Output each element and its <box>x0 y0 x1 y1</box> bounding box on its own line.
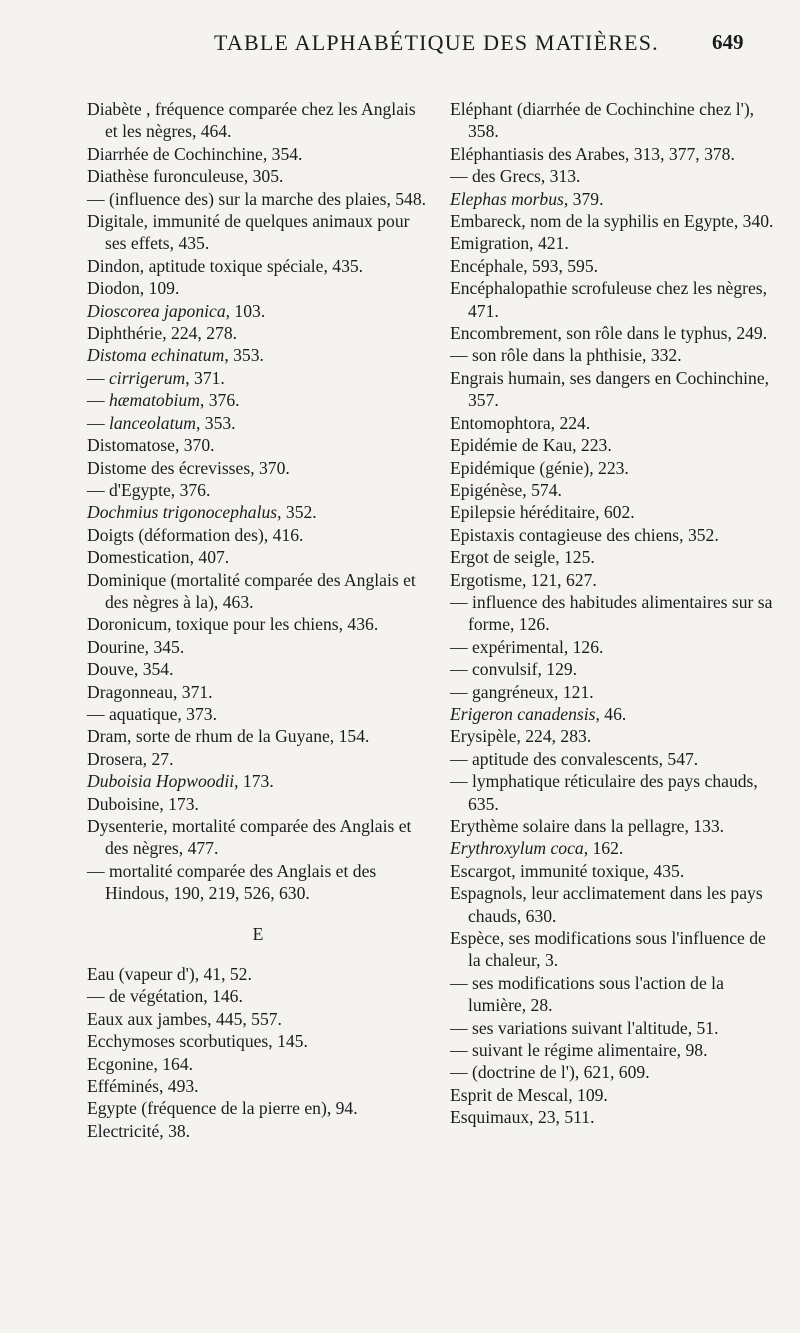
index-entry: — de végétation, 146. <box>87 986 243 1007</box>
left-entries-after <box>87 963 429 1142</box>
index-entry: Duboisine, 173. <box>87 793 199 814</box>
index-entry: — lanceolatum, 353. <box>87 412 236 433</box>
index-entry: Dysenterie, mortalité comparée des Anglais et des nègres, 477. <box>87 816 412 859</box>
index-entry: Ecgonine, 164. <box>87 1053 194 1074</box>
index-entry: Ecchymoses scorbutiques, 145. <box>87 1031 308 1052</box>
index-entry: Embareck, nom de la syphilis en Egypte, 340. <box>450 211 774 232</box>
index-entry: Esprit de Mescal, 109. <box>450 1084 608 1105</box>
running-title: TABLE ALPHABÉTIQUE DES MATIÈRES. <box>214 30 659 55</box>
index-entry: — convulsif, 129. <box>450 659 578 680</box>
index-entry: — ses variations suivant l'altitude, 51. <box>450 1017 719 1038</box>
index-entry: — mortalité comparée des Anglais et des Hindous, 190, 219, 526, 630. <box>87 860 377 904</box>
index-entry: Duboisia Hopwoodii, 173. <box>87 771 274 792</box>
index-entry: Eléphant (diarrhée de Cochinchine chez l'), 358. <box>450 99 755 142</box>
index-entry: Dragonneau, 371. <box>87 681 213 702</box>
index-entry: Escargot, immunité toxique, 435. <box>450 860 685 881</box>
index-entry: Epidémie de Kau, 223. <box>450 435 612 456</box>
index-entry: Ergot de seigle, 125. <box>450 547 595 568</box>
index-entry: Drosera, 27. <box>87 748 174 769</box>
index-entry: — gangréneux, 121. <box>450 681 594 702</box>
left-entries-before <box>87 98 429 905</box>
index-entry: Espèce, ses modifications sous l'influence de la chaleur, 3. <box>450 928 766 971</box>
index-entry: — cirrigerum, 371. <box>87 367 225 388</box>
index-entry: Epidémique (génie), 223. <box>450 457 629 478</box>
index-entry: — influence des habitudes alimentaires sur sa forme, 126. <box>450 591 773 635</box>
page-number: 649 <box>712 30 744 54</box>
index-entry: Dourine, 345. <box>87 636 185 657</box>
index-entry: — expérimental, 126. <box>450 636 604 657</box>
index-entry: Diathèse furonculeuse, 305. <box>87 166 284 187</box>
right-column <box>450 98 780 1129</box>
index-entry: Diphthérie, 224, 278. <box>87 323 238 344</box>
index-entry: Espagnols, leur acclimatement dans les pays chauds, 630. <box>450 883 763 926</box>
index-entry: Erythème solaire dans la pellagre, 133. <box>450 816 725 836</box>
index-entry: Doigts (déformation des), 416. <box>87 524 304 545</box>
index-entry: Epilepsie héréditaire, 602. <box>450 502 635 523</box>
index-entry: Entomophtora, 224. <box>450 412 591 433</box>
index-entry: Eléphantiasis des Arabes, 313, 377, 378. <box>450 143 735 164</box>
right-entries <box>450 98 780 1129</box>
index-entry: Doronicum, toxique pour les chiens, 436. <box>87 614 379 635</box>
index-entry: Epigénèse, 574. <box>450 479 562 500</box>
index-entry: — des Grecs, 313. <box>450 166 581 187</box>
index-entry: — d'Egypte, 376. <box>87 479 211 500</box>
index-entry: Engrais humain, ses dangers en Cochinchine, 357. <box>450 367 770 411</box>
index-entry: — aquatique, 373. <box>87 703 217 724</box>
index-entry: Egypte (fréquence de la pierre en), 94. <box>87 1098 358 1119</box>
index-entry: — suivant le régime alimentaire, 98. <box>450 1040 708 1061</box>
section-letter: E <box>252 923 264 944</box>
index-entry: Distome des écrevisses, 370. <box>87 457 290 478</box>
index-entry: Dominique (mortalité comparée des Anglais et des nègres à la), 463. <box>87 569 416 612</box>
index-entry: Electricité, 38. <box>87 1120 191 1141</box>
index-entry: Encéphale, 593, 595. <box>450 255 599 276</box>
index-entry: Eau (vapeur d'), 41, 52. <box>87 964 252 985</box>
index-entry: — son rôle dans la phthisie, 332. <box>450 345 682 366</box>
index-entry: — (doctrine de l'), 621, 609. <box>450 1062 650 1083</box>
index-entry: Elephas morbus, 379. <box>450 188 604 209</box>
page-header <box>0 30 800 64</box>
index-entry: Ergotisme, 121, 627. <box>450 569 597 590</box>
index-entry: Dochmius trigonocephalus, 352. <box>87 502 317 523</box>
index-entry: Distomatose, 370. <box>87 435 215 456</box>
index-entry: Dram, sorte de rhum de la Guyane, 154. <box>87 726 370 747</box>
index-entry: — ses modifications sous l'action de la lumière, 28. <box>450 972 724 1016</box>
index-entry: Diodon, 109. <box>87 278 180 299</box>
index-entry: Diarrhée de Cochinchine, 354. <box>87 143 303 164</box>
index-entry: Encéphalopathie scrofuleuse chez les nègres, 471. <box>450 278 768 321</box>
index-entry: Emigration, 421. <box>450 233 569 254</box>
index-entry: — hæmatobium, 376. <box>87 390 240 411</box>
index-entry: Eaux aux jambes, 445, 557. <box>87 1008 282 1029</box>
index-entry: Douve, 354. <box>87 659 174 680</box>
index-entry: Erysipèle, 224, 283. <box>450 726 592 747</box>
index-entry: Efféminés, 493. <box>87 1076 199 1097</box>
index-entry: Dioscorea japonica, 103. <box>87 300 266 321</box>
index-entry: Encombrement, son rôle dans le typhus, 249. <box>450 323 768 344</box>
index-entry: Distoma echinatum, 353. <box>87 345 264 366</box>
index-entry: Erigeron canadensis, 46. <box>450 703 627 724</box>
left-column <box>87 98 429 1142</box>
index-entry: Epistaxis contagieuse des chiens, 352. <box>450 524 719 545</box>
index-entry: Digitale, immunité de quelques animaux pour ses effets, 435. <box>87 211 410 254</box>
index-entry: Esquimaux, 23, 511. <box>450 1107 595 1128</box>
index-entry: — lymphatique réticulaire des pays chauds, 635. <box>450 771 758 814</box>
index-entry: Erythroxylum coca, 162. <box>450 838 624 859</box>
index-entry: Dindon, aptitude toxique spéciale, 435. <box>87 255 364 276</box>
index-entry: Domestication, 407. <box>87 547 230 568</box>
index-entry: Diabète , fréquence comparée chez les Anglais et les nègres, 464. <box>87 99 416 142</box>
index-entry: — (influence des) sur la marche des plaies, 548. <box>87 188 427 209</box>
index-entry: — aptitude des convalescents, 547. <box>450 748 699 769</box>
